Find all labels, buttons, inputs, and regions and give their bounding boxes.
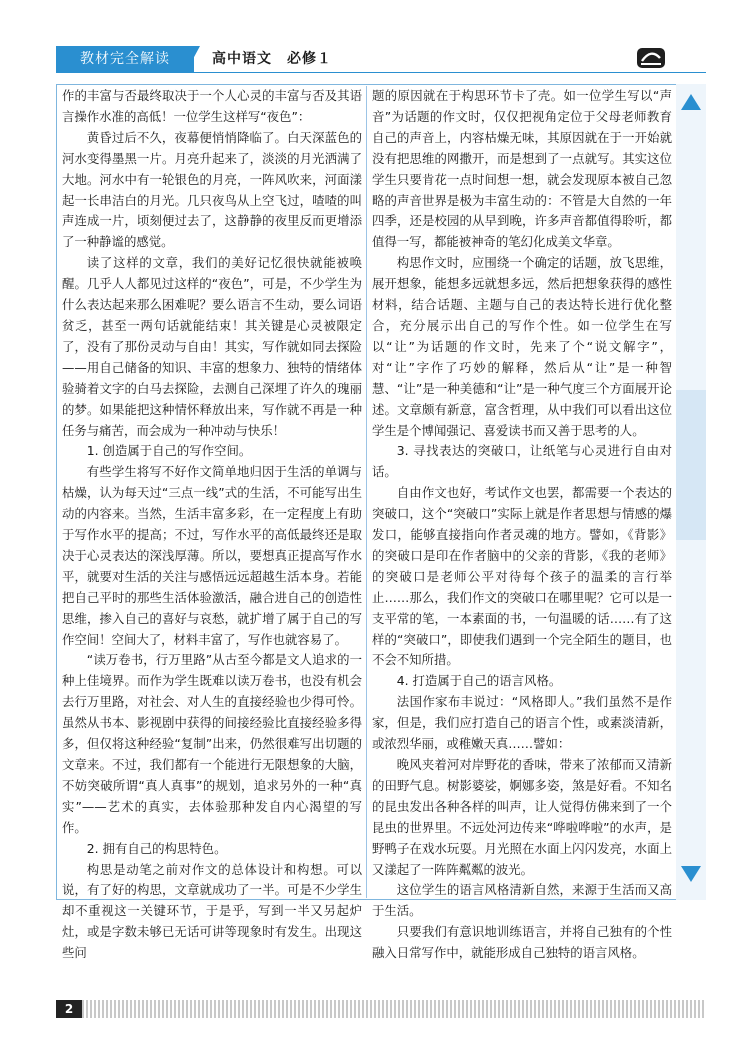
paragraph: 读了这样的文章，我们的美好记忆很快就能被唤醒。几乎人人都见过这样的“夜色”，可是，不少学生为什么表达起来那么困难呢？要么语言不生动，要么词语贫乏，甚至一两句话就能结束！其关键是心灵被限定了，没有了那份灵动与自由！其实，写作就如同去探险——用自己储备的知识、丰富的想象力、独特的情绪体验骑着文字的白马去探险，去测自己深埋了许久的瑰丽的梦。如果能把这种情怀释放出来，写作就不再是一种任务与痛苦，而会成为一种冲动与快乐！	[62, 255, 362, 438]
paragraph: 法国作家布丰说过：“风格即人。”我们虽然不是作家，但是，我们应打造自己的语言个性，或素淡清新，或浓烈华丽，或稚嫩天真……譬如：	[372, 694, 672, 752]
right-text-column	[372, 86, 672, 964]
paragraph: 晚风夹着河对岸野花的香味，带来了浓郁而又清新的田野气息。树影婆娑，婀娜多姿，煞是好看。不知名的昆虫发出各种各样的叫声，让人觉得仿佛来到了一个昆虫的世界里。不远处河边传来“哗啦哗啦”的水声，是野鸭子在戏水玩耍。月光照在水面上闪闪发亮，水面上又漾起了一阵阵粼粼的波光。	[372, 757, 672, 877]
paragraph: 自由作文也好，考试作文也罢，都需要一个表达的突破口，这个“突破口”实际上就是作者思想与情感的爆发口，能够直接指向作者灵魂的地方。譬如，《背影》的突破口是印在作者脑中的父亲的背影，《我的老师》的突破口是老师公平对待每个孩子的温柔的言行举止……那么，我们作文的突破口在哪里呢？它可以是一支平常的笔，一本素面的书，一句温暖的话……有了这样的“突破口”，即使我们遇到一个完全陌生的题目，也不会不知所措。	[372, 485, 672, 668]
paragraph: 1. 创造属于自己的写作空间。	[86, 443, 252, 459]
paragraph: 4. 打造属于自己的语言风格。	[396, 673, 562, 689]
paragraph: 黄昏过后不久，夜幕便悄悄降临了。白天深蓝色的河水变得墨黑一片。月亮升起来了，淡淡的月光洒满了大地。河水中有一轮银色的月亮，一阵风吹来，河面漾起一长串洁白的月光。几只夜鸟从上空飞过，喳喳的叫声连成一片，顷刻便过去了，这静静的夜里反而更增添了一种静谧的感觉。	[62, 129, 362, 250]
paragraph: 构思作文时，应围绕一个确定的话题，放飞思维，展开想象，能想多远就想多远，然后把想象获得的感性材料，结合话题、主题与自己的表达特长进行优化整合，充分展示出自己的写作个性。如一位学生在写以“让”为话题的作文时，先来了个“说文解字”，对“让”字作了巧妙的解释，然后从“让”是一种智慧、“让”是一种美德和“让”是一种气度三个方面展开论述。文章颇有新意，富含哲理，从中我们可以看出这位学生是个博闻强记、喜爱读书而又善于思考的人。	[372, 255, 672, 438]
paragraph: 3. 寻找表达的突破口，让纸笔与心灵进行自由对话。	[372, 443, 672, 480]
paragraph: 题的原因就在于构思环节卡了壳。如一位学生写以“声音”为话题的作文时，仅仅把视角定位于父母老师教育自己的声音上，内容枯燥无味，其原因就在于一开始就没有把思维的网撒开，而是想到了一点就写。其实这位学生只要肯花一点时间想一想，就会发现原本被自己忽略的声音世界是极为丰富生动的：不管是大自然的一年四季，还是校园的从早到晚，许多声音都值得聆听，都值得一写，都能被神奇的笔幻化成美文华章。	[372, 88, 672, 250]
paragraph: 构思是动笔之前对作文的总体设计和构想。可以说，有了好的构思，文章就成功了一半。可是不少学生却不重视这一关键环节，于是乎，写到一半又另起炉灶，或是字数未够已无话可讲等现象时有发生。出现这些问	[62, 861, 362, 961]
header-notch	[186, 46, 200, 72]
page-number: 2	[56, 1000, 82, 1018]
paragraph: 这位学生的语言风格清新自然，来源于生活而又高于生活。	[372, 882, 672, 919]
publisher-logo-icon	[636, 46, 666, 70]
scroll-up-arrow-icon	[681, 94, 701, 110]
header-rule	[56, 72, 706, 73]
paragraph: 有些学生将写不好作文简单地归因于生活的单调与枯燥，认为每天过“三点一线”式的生活，不可能写出生动的内容来。当然，生活丰富多彩，在一定程度上有助于写作水平的提高；不过，写作水平的高低最终还是取决于心灵表达的深浅厚薄。所以，要想真正提高写作水平，就要对生活的关注与感悟远远超越生活本身。若能把自己平时的那些生活体验激活，融合进自己的创造性思维，掺入自己的喜好与哀愁，就扩增了属于自己的写作空间！空间大了，材料丰富了，写作也就容易了。	[62, 464, 362, 647]
side-rail-highlight	[676, 390, 706, 540]
left-text-column	[62, 86, 362, 964]
book-title: 高中语文 必修１	[212, 51, 332, 67]
scroll-down-arrow-icon	[681, 866, 701, 882]
paragraph: “读万卷书，行万里路”从古至今都是文人追求的一种上佳境界。而作为学生既难以读万卷书，也没有机会去行万里路，对社会、对人生的直接经验也少得可怜。虽然从书本、影视剧中获得的间接经验比直接经验多得多，但仅将这种经验“复制”出来，仍然很难写出切题的文章来。不过，我们都有一个能进行无限想象的大脑，不妨突破所谓“真人真事”的规划，追求另外的一种“真实”——艺术的真实，去体验那种发自内心渴望的写作。	[62, 652, 362, 835]
paragraph: 2. 拥有自己的构思特色。	[86, 840, 227, 856]
footer-stripe-bar	[82, 1000, 706, 1018]
column-divider	[366, 86, 367, 898]
paragraph: 作的丰富与否最终取决于一个人心灵的丰富与否及其语言操作水准的高低！一位学生这样写“夜色”：	[62, 88, 362, 124]
page-header	[0, 46, 747, 72]
paragraph: 只要我们有意识地训练语言，并将自己独有的个性融入日常写作中，就能形成自己独特的语言风格。	[372, 924, 672, 961]
series-label: 教材完全解读	[56, 46, 194, 72]
